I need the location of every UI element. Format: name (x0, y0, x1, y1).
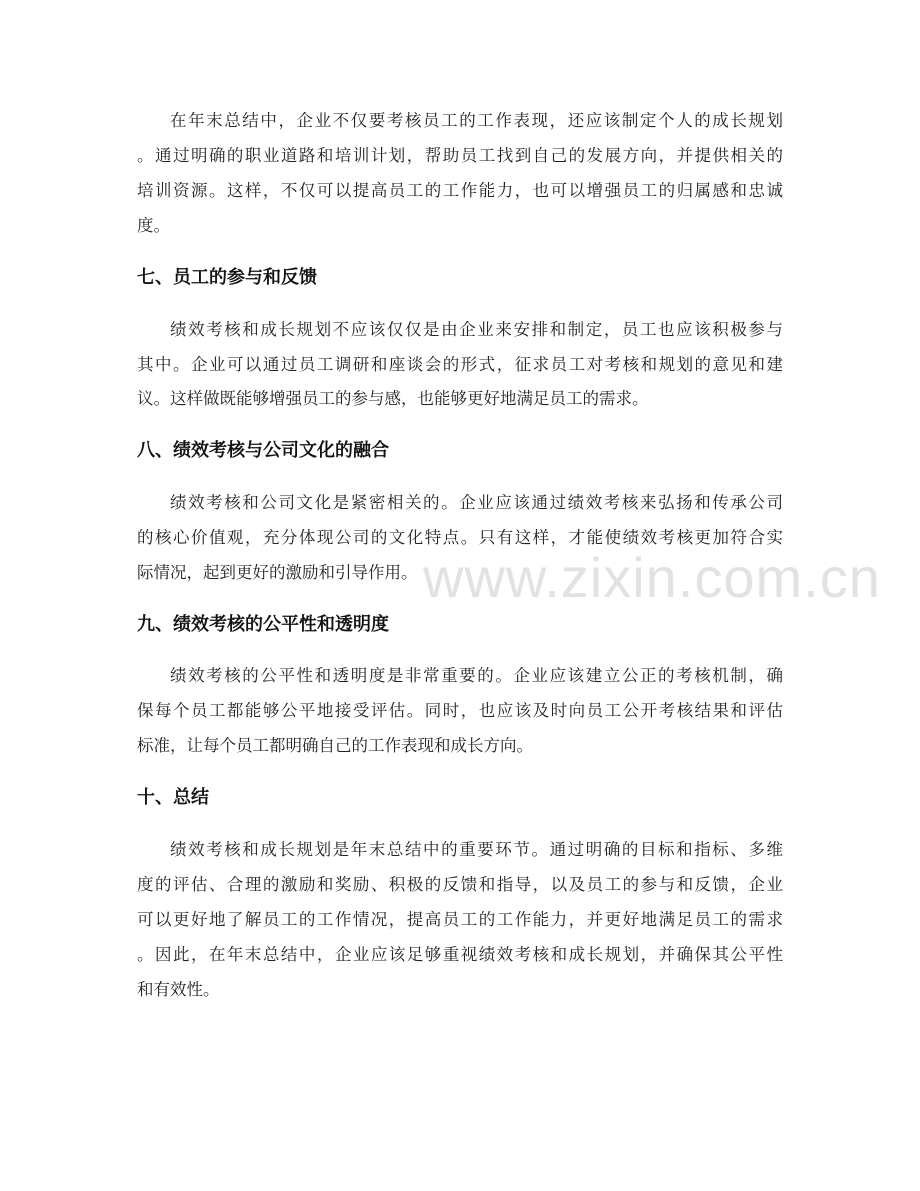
paragraph-line: 。因此，在年末总结中，企业应该足够重视绩效考核和成长规划，并确保其公平性 (137, 945, 783, 964)
paragraph-line: 和有效性。 (137, 980, 220, 999)
section-heading: 八、绩效考核与公司文化的融合 (137, 440, 389, 461)
watermark: www.zixin.com.cn (423, 546, 881, 609)
section-heading: 九、绩效考核的公平性和透明度 (137, 614, 389, 635)
paragraph-line: 绩效考核的公平性和透明度是非常重要的。企业应该建立公正的考核机制，确 (170, 666, 783, 685)
paragraph-line: 标准，让每个员工都明确自己的工作表现和成长方向。 (137, 736, 533, 755)
paragraph-line: 际情况，起到更好的激励和引导作用。 (137, 563, 418, 582)
paragraph-line: 培训资源。这样，不仅可以提高员工的工作能力，也可以增强员工的归属感和忠诚 (137, 181, 783, 200)
paragraph-line: 可以更好地了解员工的工作情况，提高员工的工作能力，并更好地满足员工的需求 (137, 910, 783, 929)
paragraph-line: 。通过明确的职业道路和培训计划，帮助员工找到自己的发展方向，并提供相关的 (137, 146, 783, 165)
paragraph-line: 的核心价值观，充分体现公司的文化特点。只有这样，才能使绩效考核更加符合实 (137, 528, 783, 547)
paragraph-line: 其中。企业可以通过员工调研和座谈会的形式，征求员工对考核和规划的意见和建 (137, 355, 783, 374)
paragraph-line: 度。 (137, 216, 170, 235)
section-heading: 七、员工的参与和反馈 (137, 267, 317, 288)
paragraph-line: 议。这样做既能够增强员工的参与感，也能够更好地满足员工的需求。 (137, 389, 649, 408)
paragraph-line: 在年末总结中，企业不仅要考核员工的工作表现，还应该制定个人的成长规划 (170, 111, 783, 130)
paragraph-line: 绩效考核和成长规划是年末总结中的重要环节。通过明确的目标和指标、多维 (170, 840, 783, 859)
paragraph-line: 保每个员工都能够公平地接受评估。同时，也应该及时向员工公开考核结果和评估 (137, 701, 783, 720)
section-heading: 十、总结 (137, 787, 209, 808)
paragraph-line: 度的评估、合理的激励和奖励、积极的反馈和指导，以及员工的参与和反馈，企业 (137, 875, 783, 894)
paragraph-line: 绩效考核和成长规划不应该仅仅是由企业来安排和制定，员工也应该积极参与 (170, 320, 783, 339)
paragraph-line: 绩效考核和公司文化是紧密相关的。企业应该通过绩效考核来弘扬和传承公司 (170, 493, 783, 512)
